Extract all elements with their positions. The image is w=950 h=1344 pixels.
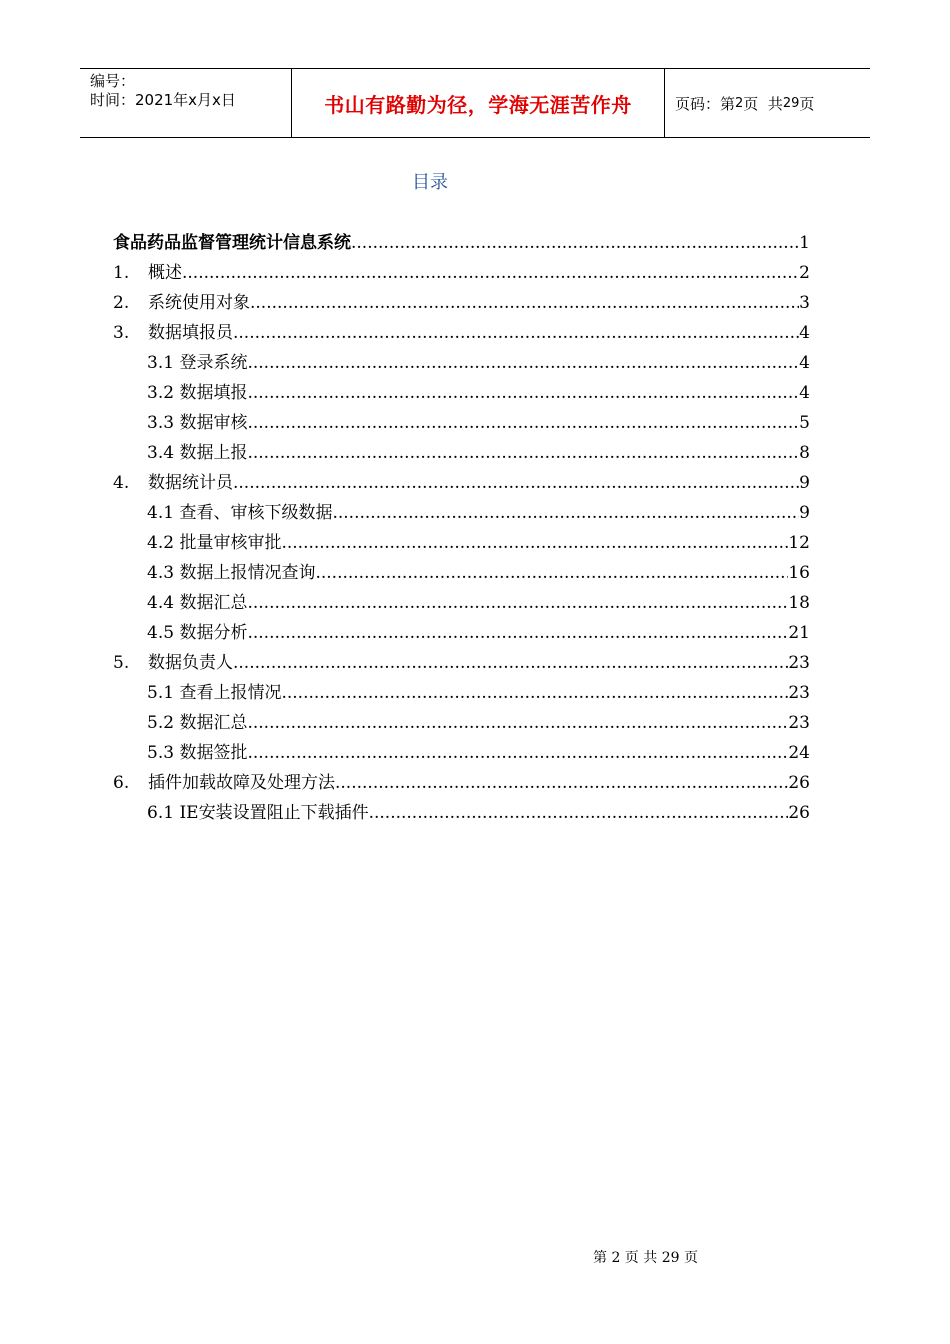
page-number: 2 xyxy=(735,95,744,111)
toc-entry-title: 4.3 数据上报情况查询 xyxy=(147,563,316,583)
toc-leader-dots xyxy=(281,678,788,708)
toc-entry-page: 12 xyxy=(788,533,810,553)
toc-entry-page: 4 xyxy=(799,353,810,373)
toc-entry[interactable] xyxy=(113,738,810,768)
page-footer: 第 2 页 共 29 页 xyxy=(593,1250,698,1266)
toc-entry-page: 23 xyxy=(788,713,810,733)
page-total: 29 xyxy=(782,95,800,111)
number-label: 编号： xyxy=(90,72,136,90)
toc-leader-dots xyxy=(250,288,799,318)
toc-entry[interactable] xyxy=(113,348,810,378)
toc-title: 目录 xyxy=(412,172,448,193)
page-mid: 页 共 xyxy=(743,94,783,113)
toc-entry[interactable] xyxy=(113,528,810,558)
toc-entry-page: 4 xyxy=(799,383,810,403)
toc-entry-number: 1. xyxy=(113,263,130,283)
toc-entry-page: 24 xyxy=(788,743,810,763)
toc-entry-title: 3.4 数据上报 xyxy=(147,443,248,463)
toc-entry-page: 23 xyxy=(788,683,810,703)
toc-leader-dots xyxy=(233,648,788,678)
document-header xyxy=(80,68,870,138)
toc-entry-title: 3.1 登录系统 xyxy=(147,353,248,373)
toc-entry[interactable] xyxy=(113,588,810,618)
toc-entry-title: 3.3 数据审核 xyxy=(147,413,248,433)
toc-entry-page: 4 xyxy=(799,323,810,343)
toc-entry-page: 2 xyxy=(799,263,810,283)
toc-entry[interactable] xyxy=(113,648,810,678)
toc-entry-page: 26 xyxy=(788,773,810,793)
toc-leader-dots xyxy=(351,228,799,258)
toc-entry-title: 5.1 查看上报情况 xyxy=(147,683,282,703)
toc-leader-dots xyxy=(247,348,799,378)
toc-entry[interactable] xyxy=(113,258,810,288)
toc-entry-title: 4.4 数据汇总 xyxy=(147,593,248,613)
toc-entry-page: 8 xyxy=(799,443,810,463)
toc-entry-number: 6. xyxy=(113,773,130,793)
time-label: 时间：2021年x月x日 xyxy=(90,91,236,109)
toc-entry[interactable] xyxy=(113,378,810,408)
toc-entry-title: 5.2 数据汇总 xyxy=(147,713,248,733)
toc-entry[interactable] xyxy=(113,498,810,528)
page-label: 页码：第 xyxy=(675,94,736,113)
toc-entry[interactable] xyxy=(113,408,810,438)
toc-entry[interactable] xyxy=(113,618,810,648)
toc-entry[interactable] xyxy=(113,228,810,258)
toc-leader-dots xyxy=(247,738,788,768)
toc-leader-dots xyxy=(247,618,788,648)
toc-entry-page: 9 xyxy=(799,503,810,523)
toc-entry-page: 9 xyxy=(799,473,810,493)
table-of-contents xyxy=(113,228,810,828)
toc-entry-title: 5.3 数据签批 xyxy=(147,743,248,763)
toc-leader-dots xyxy=(369,798,789,828)
header-motto: 书山有路勤为径，学海无涯苦作舟 xyxy=(292,69,665,137)
toc-leader-dots xyxy=(233,468,799,498)
toc-entry[interactable] xyxy=(113,768,810,798)
page-end: 页 xyxy=(799,94,815,113)
toc-entry-page: 23 xyxy=(788,653,810,673)
toc-leader-dots xyxy=(247,438,799,468)
toc-leader-dots xyxy=(332,498,799,528)
toc-entry[interactable] xyxy=(113,318,810,348)
toc-entry[interactable] xyxy=(113,288,810,318)
header-meta xyxy=(80,69,292,137)
toc-entry-page: 5 xyxy=(799,413,810,433)
toc-entry[interactable] xyxy=(113,708,810,738)
toc-leader-dots xyxy=(182,258,799,288)
toc-entry-number: 5. xyxy=(113,653,130,673)
toc-entry-title: 数据填报员 xyxy=(148,323,233,343)
toc-leader-dots xyxy=(315,558,788,588)
toc-entry-title: 6.1 IE安装设置阻止下载插件 xyxy=(147,803,369,823)
toc-entry-number: 3. xyxy=(113,323,130,343)
toc-entry-number: 2. xyxy=(113,293,130,313)
toc-entry-title: 4.1 查看、审核下级数据 xyxy=(147,503,333,523)
toc-leader-dots xyxy=(247,708,788,738)
toc-entry-page: 26 xyxy=(788,803,810,823)
toc-entry-title: 系统使用对象 xyxy=(148,293,250,313)
toc-entry-title: 数据统计员 xyxy=(148,473,233,493)
toc-leader-dots xyxy=(247,588,788,618)
toc-entry-title: 插件加载故障及处理方法 xyxy=(148,773,335,793)
toc-entry[interactable] xyxy=(113,558,810,588)
toc-entry-title: 4.2 批量审核审批 xyxy=(147,533,282,553)
toc-entry[interactable] xyxy=(113,468,810,498)
toc-entry-number: 4. xyxy=(113,473,130,493)
toc-entry-title: 概述 xyxy=(148,263,182,283)
toc-leader-dots xyxy=(335,768,788,798)
toc-entry-page: 1 xyxy=(799,233,810,253)
toc-entry-page: 3 xyxy=(799,293,810,313)
toc-entry-page: 18 xyxy=(788,593,810,613)
toc-leader-dots xyxy=(247,378,799,408)
toc-entry-page: 16 xyxy=(788,563,810,583)
toc-leader-dots xyxy=(233,318,799,348)
header-page-info xyxy=(665,69,870,137)
toc-entry-page: 21 xyxy=(788,623,810,643)
toc-leader-dots xyxy=(281,528,788,558)
toc-leader-dots xyxy=(247,408,799,438)
toc-entry-title: 4.5 数据分析 xyxy=(147,623,248,643)
toc-entry[interactable] xyxy=(113,798,810,828)
toc-entry[interactable] xyxy=(113,438,810,468)
toc-entry-title: 食品药品监督管理统计信息系统 xyxy=(113,233,351,253)
toc-entry[interactable] xyxy=(113,678,810,708)
toc-entry-title: 3.2 数据填报 xyxy=(147,383,248,403)
toc-entry-title: 数据负责人 xyxy=(148,653,233,673)
